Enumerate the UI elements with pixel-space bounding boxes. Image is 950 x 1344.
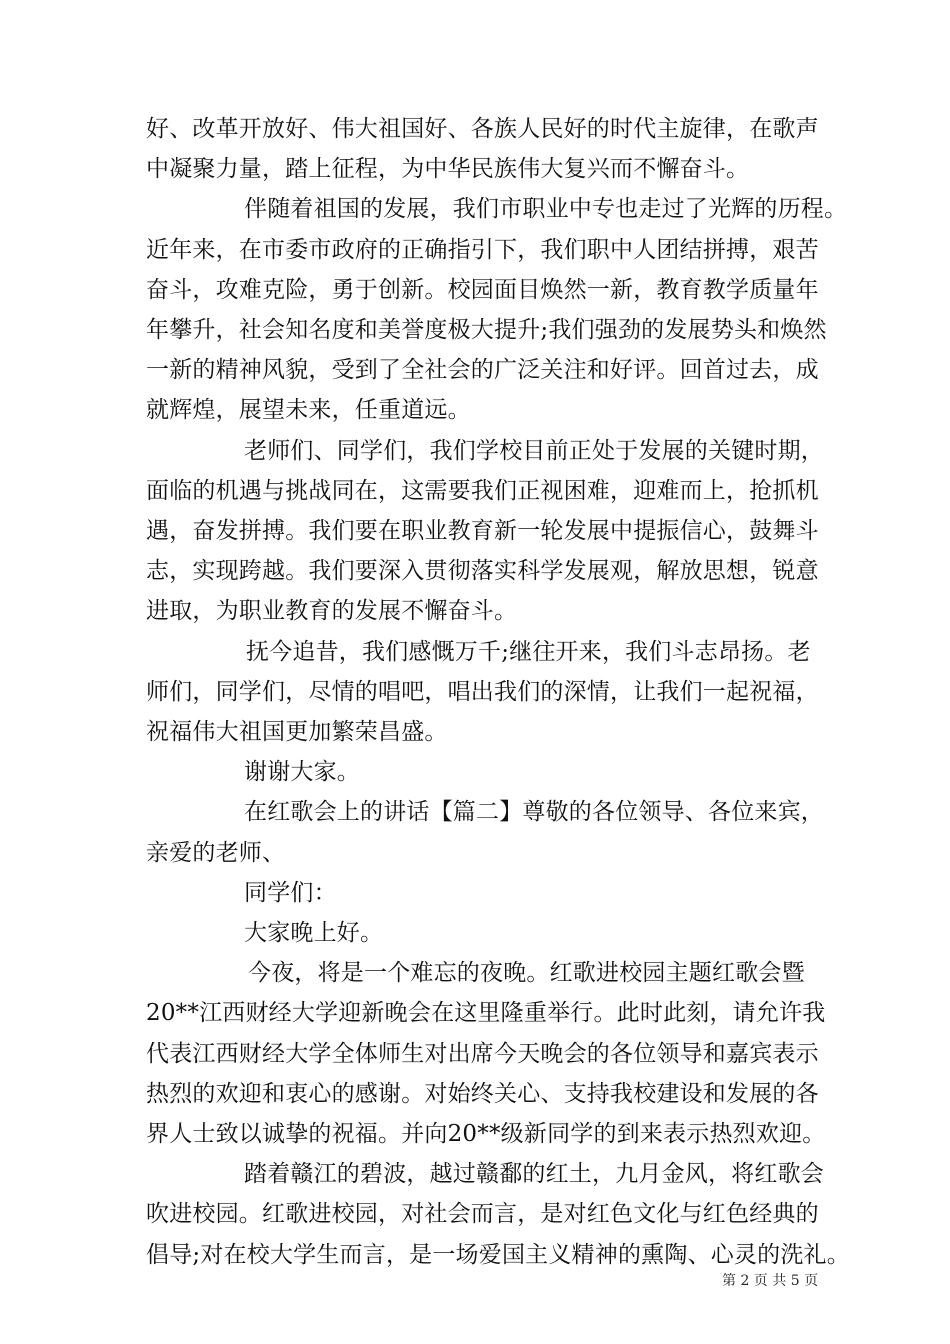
text-line: 伴随着祖国的发展，我们市职业中专也走过了光辉的历程。 bbox=[244, 196, 848, 222]
page-number-footer: 第 2 页 共 5 页 bbox=[722, 1273, 819, 1289]
text-line: 志，实现跨越。我们要深入贯彻落实科学发展观，解放思想，锐意 bbox=[146, 558, 819, 584]
text-line: 谢谢大家。 bbox=[244, 759, 360, 785]
text-line: 遇，奋发拼搏。我们要在职业教育新一轮发展中提振信心，鼓舞斗 bbox=[146, 518, 819, 544]
text-line: 吹进校园。红歌进校园，对社会而言，是对红色文化与红色经典的 bbox=[146, 1201, 819, 1227]
text-line: 近年来，在市委市政府的正确指引下，我们职中人团结拼搏，艰苦 bbox=[146, 237, 819, 263]
text-line: 年攀升，社会知名度和美誉度极大提升;我们强劲的发展势头和焕然 bbox=[146, 317, 827, 343]
text-line: 好、改革开放好、伟大祖国好、各族人民好的时代主旋律，在歌声 bbox=[146, 116, 819, 142]
text-line: 大家晚上好。 bbox=[244, 920, 384, 946]
text-line: 代表江西财经大学全体师生对出席今天晚会的各位领导和嘉宾表示 bbox=[146, 1041, 819, 1067]
text-line: 亲爱的老师、 bbox=[146, 840, 286, 866]
text-line: 界人士致以诚挚的祝福。并向20**级新同学的到来表示热烈欢迎。 bbox=[146, 1121, 826, 1147]
text-line: 老师们、同学们，我们学校目前正处于发展的关键时期， bbox=[244, 438, 824, 464]
text-line: 同学们： bbox=[244, 880, 337, 906]
text-line: 在红歌会上的讲话【篇二】尊敬的各位领导、各位来宾， bbox=[244, 799, 824, 825]
text-line: 中凝聚力量，踏上征程，为中华民族伟大复兴而不懈奋斗。 bbox=[146, 156, 750, 182]
text-line: 就辉煌，展望未来，任重道远。 bbox=[146, 397, 471, 423]
text-line: 进取，为职业教育的发展不懈奋斗。 bbox=[146, 598, 518, 624]
text-line: 抚今追昔，我们感慨万千;继往开来，我们斗志昂扬。老 bbox=[246, 639, 811, 665]
text-line: 师们，同学们，尽情的唱吧，唱出我们的深情，让我们一起祝福， bbox=[146, 679, 819, 705]
text-line: 踏着赣江的碧波，越过赣鄱的红土，九月金风，将红歌会 bbox=[244, 1161, 824, 1187]
text-line: 倡导;对在校大学生而言，是一场爱国主义精神的熏陶、心灵的洗礼。 bbox=[146, 1242, 850, 1268]
text-line: 热烈的欢迎和衷心的感谢。对始终关心、支持我校建设和发展的各 bbox=[146, 1081, 819, 1107]
text-line: 一新的精神风貌，受到了全社会的广泛关注和好评。回首过去，成 bbox=[146, 357, 819, 383]
text-line: 20**江西财经大学迎新晚会在这里隆重举行。此时此刻，请允许我 bbox=[146, 1000, 826, 1026]
text-line: 面临的机遇与挑战同在，这需要我们正视困难，迎难而上，抢抓机 bbox=[146, 478, 819, 504]
text-line: 今夜，将是一个难忘的夜晚。红歌进校园主题红歌会暨 bbox=[248, 960, 805, 986]
text-line: 奋斗，攻难克险，勇于创新。校园面目焕然一新，教育教学质量年 bbox=[146, 277, 819, 303]
text-line: 祝福伟大祖国更加繁荣昌盛。 bbox=[146, 719, 448, 745]
